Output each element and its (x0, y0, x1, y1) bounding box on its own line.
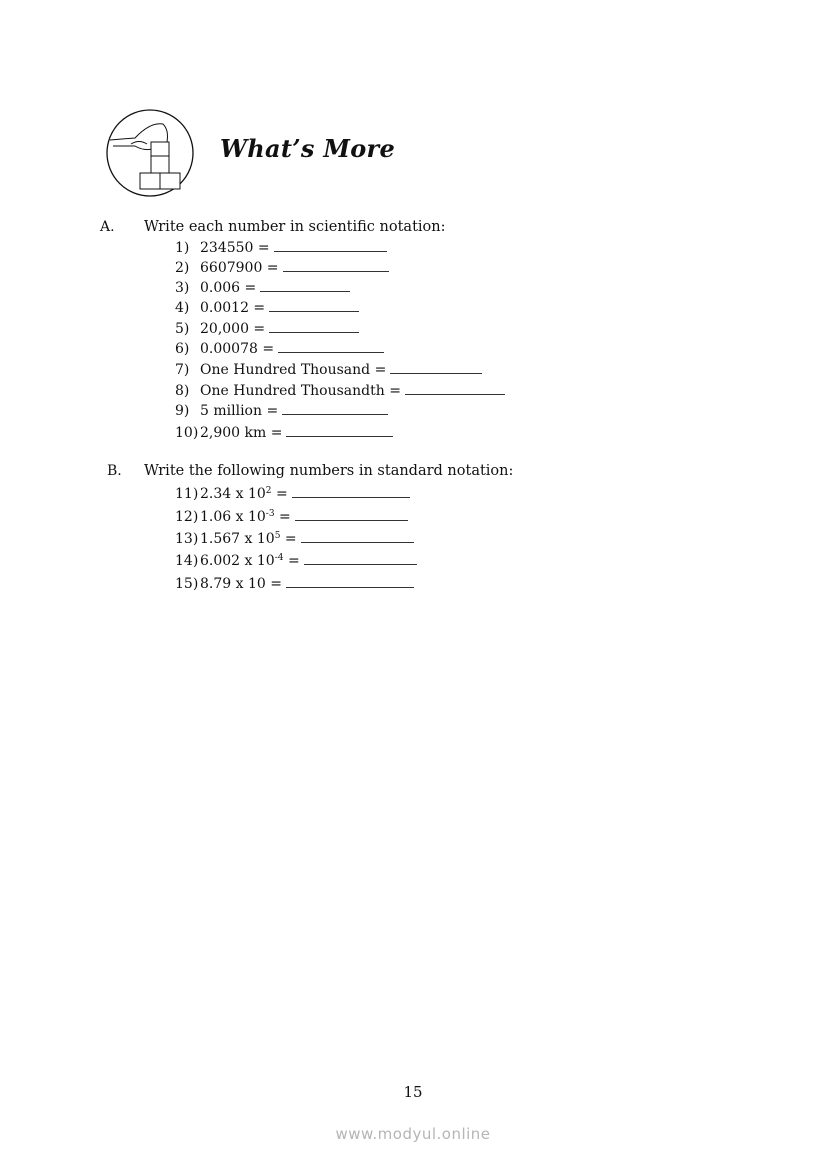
item-text: 0.00078 = (200, 341, 275, 357)
answer-blank[interactable] (260, 279, 350, 292)
list-item (175, 508, 408, 525)
item-number: 6) (175, 341, 190, 357)
list-item (175, 320, 359, 337)
item-equals: = (270, 576, 282, 592)
list-item (175, 361, 482, 378)
item-text: 5 million = (200, 403, 279, 419)
section-b-letter: B. (107, 463, 122, 479)
answer-blank[interactable] (269, 299, 359, 312)
item-text: 2,900 km = (200, 425, 283, 441)
item-number: 13) (175, 531, 199, 547)
item-number: 9) (175, 403, 190, 419)
list-item (175, 382, 505, 399)
item-exponent: -3 (265, 509, 275, 519)
item-number: 12) (175, 509, 199, 525)
item-number: 4) (175, 300, 190, 316)
item-number: 5) (175, 321, 190, 337)
item-base: 8.79 x 10 (200, 576, 266, 592)
answer-blank[interactable] (390, 361, 482, 374)
list-item (175, 575, 414, 592)
item-text: 0.0012 = (200, 300, 266, 316)
list-item (175, 279, 350, 296)
item-base: 6.002 x 10 (200, 553, 275, 569)
list-item (175, 485, 410, 502)
watermark: www.modyul.online (335, 1125, 491, 1143)
item-text: One Hundred Thousand = (200, 362, 387, 378)
item-exponent: 2 (265, 486, 272, 496)
item-number: 8) (175, 383, 190, 399)
item-base: 1.06 x 10 (200, 509, 266, 525)
section-b-instruction: Write the following numbers in standard notation: (144, 463, 514, 479)
item-number: 15) (175, 576, 199, 592)
answer-blank[interactable] (274, 239, 387, 252)
item-number: 7) (175, 362, 190, 378)
item-exponent: -4 (274, 553, 284, 563)
item-exponent: 5 (274, 531, 281, 541)
item-number: 1) (175, 240, 190, 256)
list-item (175, 424, 393, 441)
item-base: 2.34 x 10 (200, 486, 266, 502)
item-number: 14) (175, 553, 199, 569)
list-item (175, 552, 417, 569)
section-a-letter: A. (100, 219, 115, 235)
answer-blank[interactable] (286, 575, 414, 588)
answer-blank[interactable] (283, 259, 389, 272)
item-text: 0.006 = (200, 280, 257, 296)
item-number: 10) (175, 425, 199, 441)
section-title: What’s More (220, 134, 396, 163)
list-item (175, 239, 387, 256)
item-equals: = (287, 553, 300, 569)
item-text: One Hundred Thousandth = (200, 383, 401, 399)
answer-blank[interactable] (282, 402, 388, 415)
item-number: 11) (175, 486, 199, 502)
item-equals: = (284, 531, 297, 547)
item-equals: = (279, 509, 291, 525)
list-item (175, 299, 359, 316)
list-item (175, 259, 389, 276)
answer-blank[interactable] (405, 382, 505, 395)
list-item (175, 340, 384, 357)
item-text: 6607900 = (200, 260, 279, 276)
answer-blank[interactable] (301, 530, 414, 543)
section-a-instruction: Write each number in scientific notation: (144, 219, 446, 235)
answer-blank[interactable] (304, 552, 417, 565)
page-number: 15 (403, 1083, 423, 1101)
answer-blank[interactable] (295, 508, 408, 521)
answer-blank[interactable] (269, 320, 359, 333)
answer-blank[interactable] (286, 424, 393, 437)
item-base: 1.567 x 10 (200, 531, 275, 547)
item-text: 234550 = (200, 240, 270, 256)
list-item (175, 530, 414, 547)
list-item (175, 402, 388, 419)
answer-blank[interactable] (278, 340, 384, 353)
item-number: 3) (175, 280, 190, 296)
item-text: 20,000 = (200, 321, 266, 337)
item-equals: = (275, 486, 288, 502)
hand-stacking-blocks-icon (105, 108, 195, 198)
item-number: 2) (175, 260, 190, 276)
answer-blank[interactable] (292, 485, 410, 498)
